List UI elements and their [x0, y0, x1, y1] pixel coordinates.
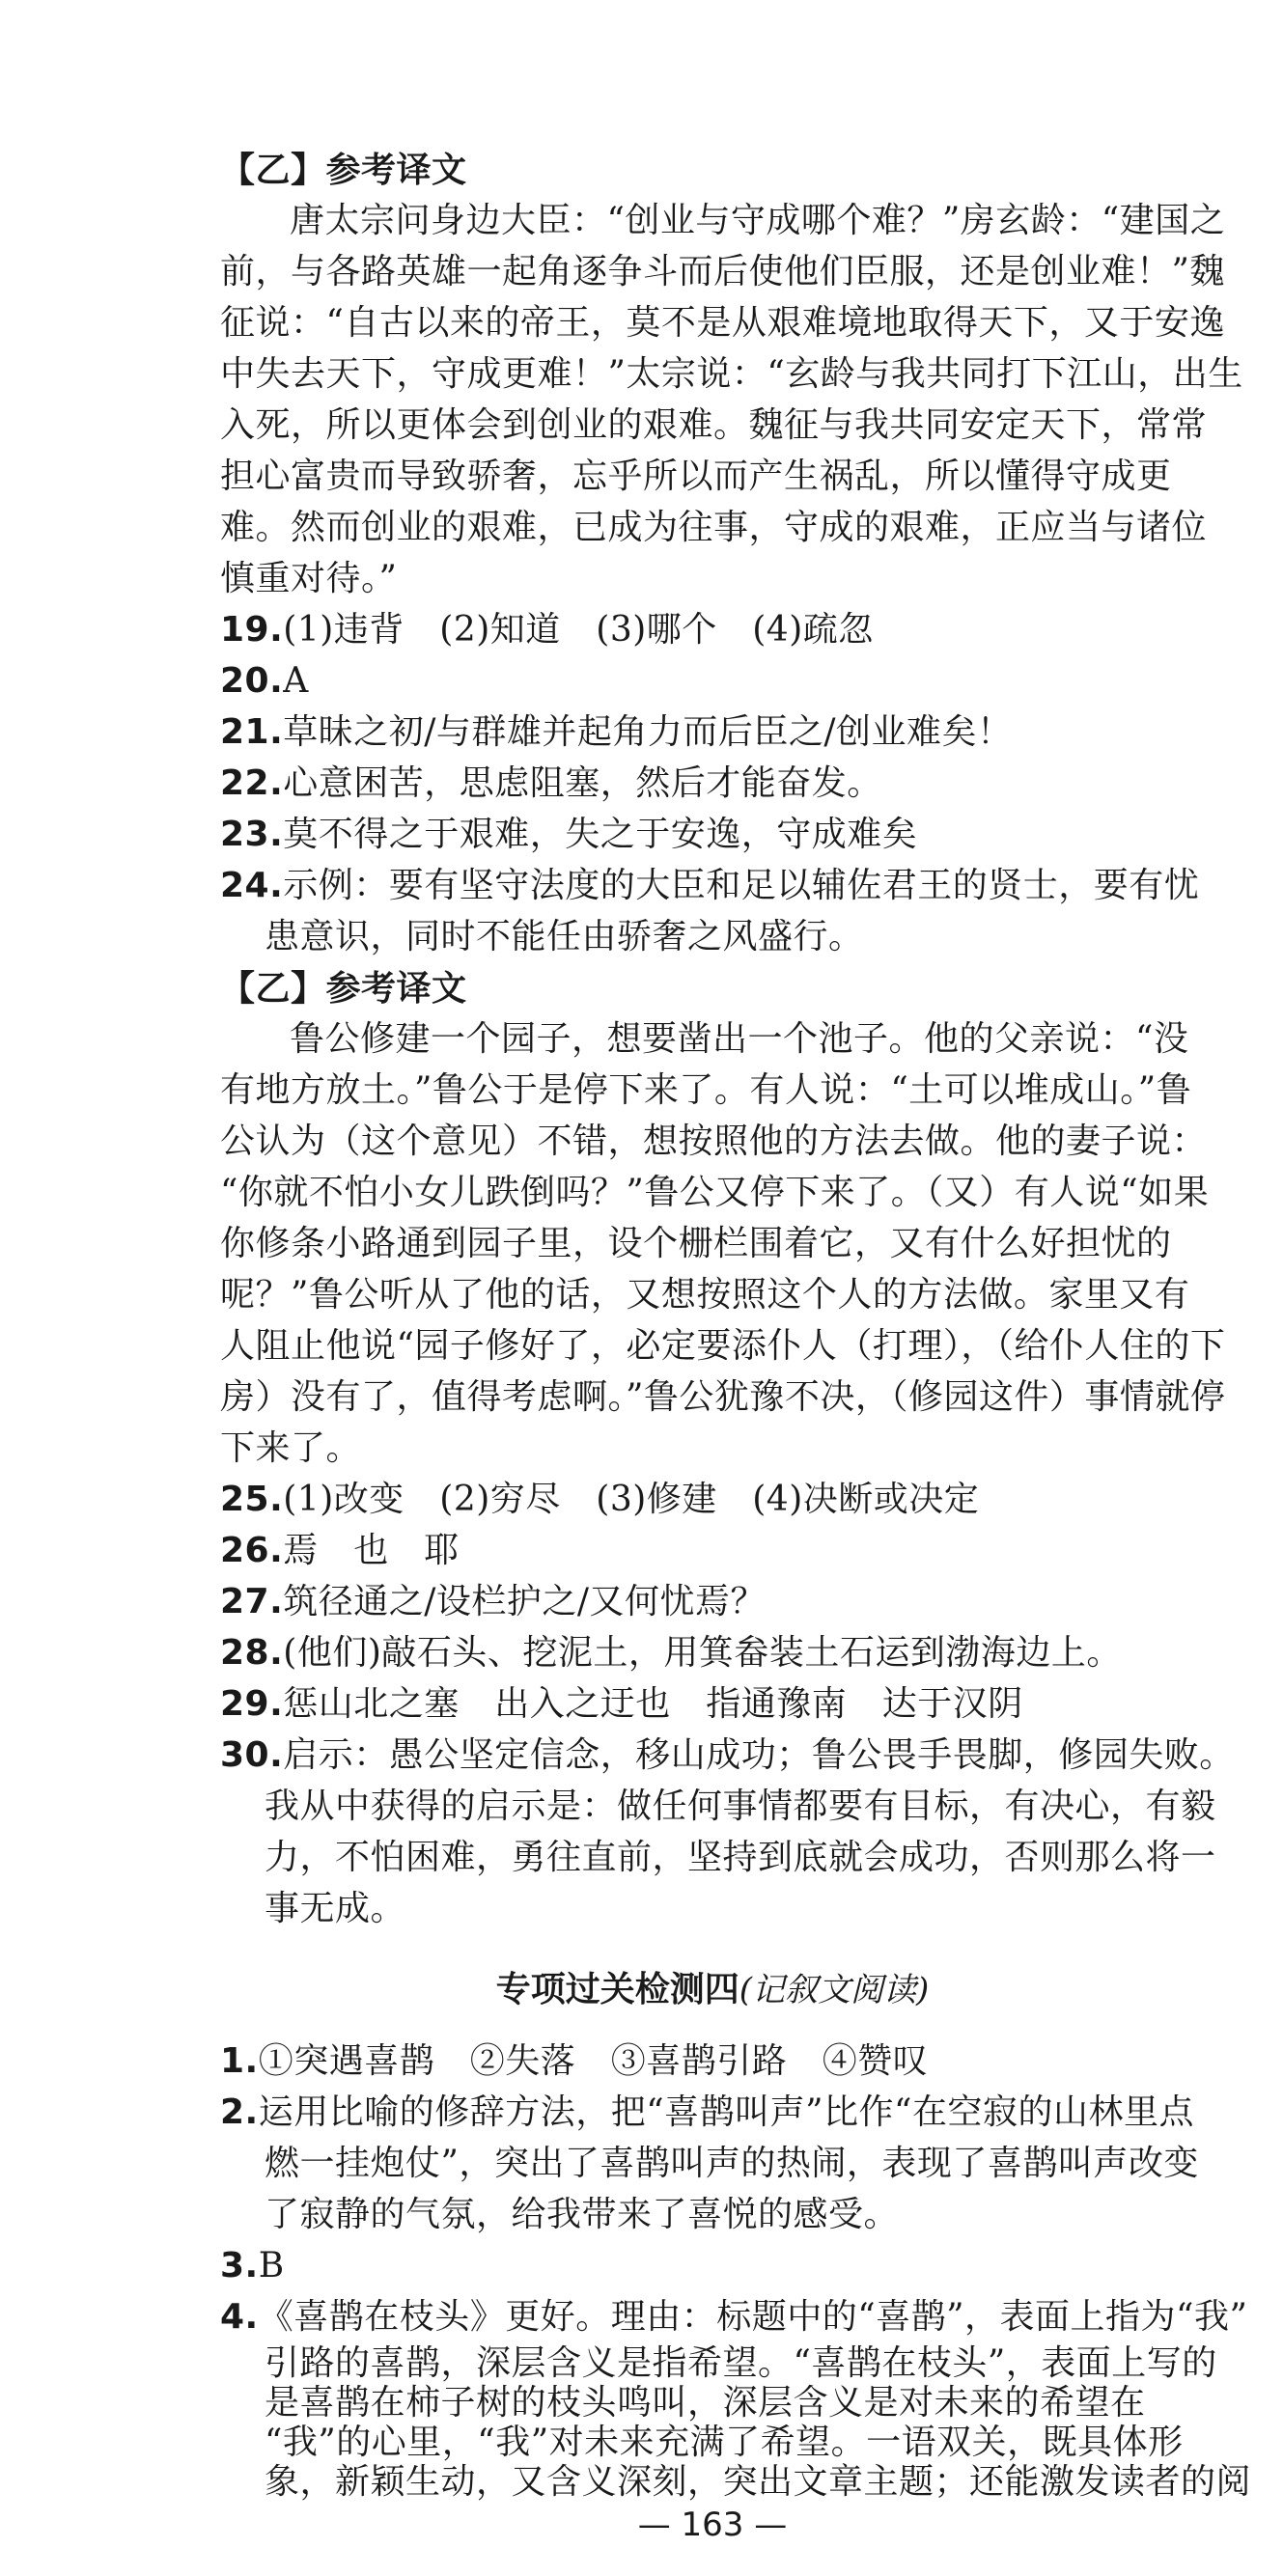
answer-text: 莫不得之于艰难，失之于安逸，守成难矣: [283, 815, 918, 854]
answer-text: 草昧之初/与群雄并起角力而后臣之/创业难矣！: [283, 712, 1013, 752]
paragraph-line: 难。然而创业的艰难，已成为往事，守成的艰难，正应当与诸位: [220, 508, 1208, 547]
section-heading: 【乙】参考译文: [220, 968, 467, 1009]
answer-number: 23.: [220, 815, 284, 854]
answer-item: [220, 2241, 285, 2291]
answer-continuation: 患意识，同时不能任由骄奢之风盛行。: [265, 917, 864, 956]
answer-continuation: 引路的喜鹊，深层含义是指希望。“喜鹊在枝头”，表面上写的: [265, 2343, 1217, 2383]
answer-item: [220, 810, 917, 860]
answer-item: [220, 1577, 766, 1627]
answer-item: [220, 1679, 1023, 1730]
answer-text: (他们)敲石头、挖泥土，用箕畚装土石运到渤海边上。: [283, 1633, 1122, 1673]
answer-text: 启示：愚公坚定信念，移山成功；鲁公畏手畏脚，修园失败。: [283, 1735, 1235, 1775]
answer-text: (1)违背 (2)知道 (3)哪个 (4)疏忽: [283, 610, 874, 650]
paragraph-line: 征说：“自古以来的帝王，莫不是从艰难境地取得天下，又于安逸: [220, 303, 1225, 343]
section-title-sub: (记叙文阅读): [739, 1971, 930, 2009]
section-title-main: 专项过关检测四: [495, 1970, 739, 2009]
answer-number: 28.: [220, 1633, 284, 1673]
answer-item: [220, 759, 882, 809]
answer-item: [220, 1731, 1235, 1781]
paragraph-line: 公认为（这个意见）不错，想按照他的方法去做。他的妻子说：: [220, 1122, 1208, 1161]
answer-continuation: 事无成。: [265, 1889, 406, 1928]
answer-number: 20.: [220, 661, 284, 701]
answer-continuation: 力，不怕困难，勇往直前，坚持到底就会成功，否则那么将一: [265, 1838, 1216, 1877]
answer-number: 24.: [220, 866, 284, 905]
answer-continuation: 了寂静的气氛，给我带来了喜悦的感受。: [265, 2195, 900, 2234]
answer-number: 29.: [220, 1684, 284, 1724]
answer-continuation: 燃一挂炮仗”，突出了喜鹊叫声的热闹，表现了喜鹊叫声改变: [265, 2144, 1199, 2183]
paragraph-line: 你修条小路通到园子里，设个栅栏围着它，又有什么好担忧的: [220, 1224, 1172, 1263]
answer-item: [220, 1628, 1122, 1678]
paragraph-line: 中失去天下，守成更难！”太宗说：“玄龄与我共同打下江山，出生: [220, 354, 1243, 394]
paragraph-line: 唐太宗问身边大臣：“创业与守成哪个难？”房玄龄：“建国之: [290, 201, 1226, 240]
answer-item: [220, 2088, 1194, 2138]
paragraph-line: “你就不怕小女儿跌倒吗？”鲁公又停下来了。（又）有人说“如果: [220, 1173, 1210, 1212]
answer-text: 惩山北之塞 出入之迂也 指通豫南 达于汉阴: [283, 1684, 1023, 1724]
answer-continuation: “我”的心里，“我”对未来充满了希望。一语双关，既具体形: [265, 2423, 1184, 2462]
paragraph-line: 下来了。: [220, 1428, 362, 1468]
paragraph-line: 房）没有了，值得考虑啊。”鲁公犹豫不决，（修园这件）事情就停: [220, 1377, 1226, 1417]
answer-number: 25.: [220, 1480, 284, 1519]
answer-text: B: [258, 2246, 285, 2285]
answer-text: 筑径通之/设栏护之/又何忧焉？: [283, 1582, 767, 1621]
answer-text: A: [283, 661, 309, 701]
answer-number: 26.: [220, 1531, 284, 1570]
paragraph-line: 担心富贵而导致骄奢，忘乎所以而产生祸乱，所以懂得守成更: [220, 457, 1172, 496]
answer-text: 焉 也 耶: [283, 1531, 460, 1570]
answer-number: 27.: [220, 1582, 284, 1621]
answer-number: 22.: [220, 763, 284, 803]
paragraph-line: 人阻止他说“园子修好了，必定要添仆人（打理），（给仆人住的下: [220, 1326, 1226, 1366]
answer-text: (1)改变 (2)穷尽 (3)修建 (4)决断或决定: [283, 1480, 980, 1519]
section-heading: 【乙】参考译文: [220, 150, 467, 190]
answer-item: [220, 656, 309, 706]
answer-text: 心意困苦，思虑阻塞，然后才能奋发。: [283, 763, 882, 803]
section-title: [220, 1965, 1205, 2015]
answer-item: [220, 2036, 928, 2087]
answer-item: [220, 1526, 460, 1576]
paragraph-line: 前，与各路英雄一起角逐争斗而后使他们臣服，还是创业难！”魏: [220, 252, 1225, 291]
answer-number: 21.: [220, 712, 284, 752]
paragraph-line: 慎重对待。”: [220, 559, 398, 598]
answer-number: 2.: [220, 2092, 259, 2132]
answer-text: 运用比喻的修辞方法，把“喜鹊叫声”比作“在空寂的山林里点: [258, 2092, 1194, 2132]
answer-number: 3.: [220, 2246, 259, 2285]
answer-item: [220, 1475, 979, 1525]
page-number: — 163 —: [637, 2506, 788, 2544]
answer-continuation: 我从中获得的启示是：做任何事情都要有目标，有决心，有毅: [265, 1787, 1216, 1826]
paragraph-line: 入死，所以更体会到创业的艰难。魏征与我共同安定天下，常常: [220, 405, 1208, 445]
answer-item: [220, 707, 1013, 758]
answer-item: [220, 861, 1199, 911]
paragraph-line: 鲁公修建一个园子，想要凿出一个池子。他的父亲说：“没: [290, 1019, 1189, 1059]
answer-number: 19.: [220, 610, 284, 650]
answer-number: 1.: [220, 2041, 259, 2081]
answer-text: ①突遇喜鹊 ②失落 ③喜鹊引路 ④赞叹: [258, 2041, 929, 2081]
answer-text: 示例：要有坚守法度的大臣和足以辅佐君王的贤士，要有忧: [283, 866, 1200, 905]
paragraph-line: 有地方放土。”鲁公于是停下来了。有人说：“土可以堆成山。”鲁: [220, 1070, 1192, 1110]
paragraph-line: 呢？”鲁公听从了他的话，又想按照这个人的方法做。家里又有: [220, 1275, 1190, 1315]
answer-page: [220, 0, 1252, 2576]
answer-item: [220, 2292, 1247, 2342]
answer-item: [220, 605, 874, 655]
answer-number: 30.: [220, 1735, 284, 1775]
answer-continuation: 象，新颖生动，又含义深刻，突出文章主题；还能激发读者的阅: [265, 2462, 1252, 2502]
answer-text: 《喜鹊在枝头》更好。理由：标题中的“喜鹊”，表面上指为“我”: [258, 2297, 1248, 2337]
answer-number: 4.: [220, 2297, 259, 2337]
answer-continuation: 是喜鹊在柿子树的枝头鸣叫，深层含义是对未来的希望在: [265, 2383, 1146, 2423]
